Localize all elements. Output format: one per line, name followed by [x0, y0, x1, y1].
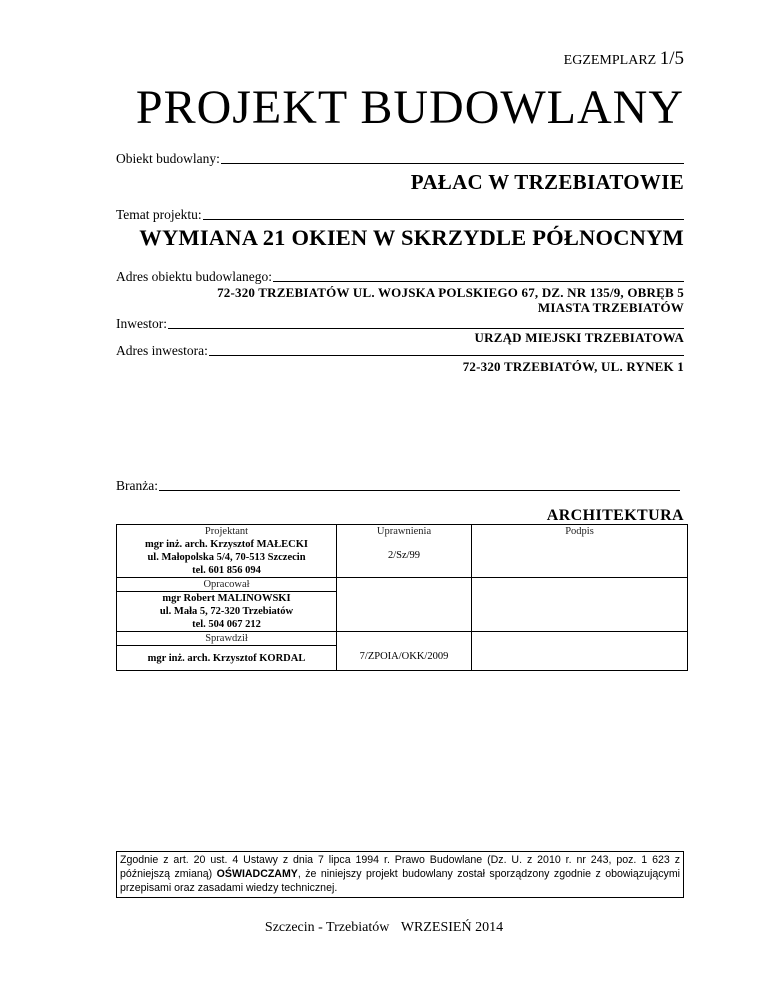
- legal-declare: OŚWIADCZAMY: [216, 868, 298, 880]
- topic-value: WYMIANA 21 OKIEN W SKRZYDLE PÓŁNOCNYM: [139, 225, 684, 250]
- object-field: [116, 151, 684, 167]
- investor-address-field: [116, 343, 684, 359]
- permissions-cell: [337, 525, 472, 578]
- investor-address-underline: [209, 354, 684, 356]
- table-row: [117, 578, 688, 632]
- signature-table: [116, 524, 688, 671]
- prepared-phone: tel. 504 067 212: [192, 619, 261, 630]
- copy-number: [564, 48, 684, 70]
- legal-text-before: Zgodnie z art. 20 ust. 4 Ustawy z dnia 7 lipca 1994 r. Prawo Budowlane (Dz. U. z 2010 r. nr 243, poz. 1 623 z późniejszą zmianą): [120, 854, 680, 880]
- footer-date: WRZESIEŃ 2014: [400, 920, 504, 935]
- checked-permission-cell: [337, 632, 472, 671]
- designer-permission: 2/Sz/99: [387, 550, 421, 561]
- signature-header: Podpis: [565, 526, 594, 537]
- address-underline: [273, 280, 684, 282]
- page-title: PROJEKT BUDOWLANY: [135, 81, 684, 134]
- designer-cell: [117, 525, 337, 578]
- investor-label: Inwestor:: [116, 316, 167, 331]
- object-label: Obiekt budowlany:: [116, 151, 220, 166]
- investor-value: URZĄD MIEJSKI TRZEBIATOWA: [474, 330, 684, 345]
- topic-label: Temat projektu:: [116, 207, 202, 222]
- branch-value: ARCHITEKTURA: [546, 507, 684, 524]
- signature-cell: [472, 525, 688, 578]
- checked-signature-cell: [472, 632, 688, 671]
- prepared-signature-cell: [472, 578, 688, 632]
- permissions-header: Uprawnienia: [376, 526, 432, 537]
- prepared-cell: [117, 578, 337, 632]
- designer-name: mgr inż. arch. Krzysztof MAŁECKI: [145, 539, 308, 550]
- object-underline: [221, 162, 684, 164]
- legal-declaration: [116, 851, 684, 898]
- object-value: PAŁAC W TRZEBIATOWIE: [410, 170, 684, 194]
- branch-field: [116, 478, 680, 494]
- copy-number-value: 1/5: [659, 48, 684, 69]
- topic-field: [116, 207, 684, 223]
- address-line1: 72-320 TRZEBIATÓW UL. WOJSKA POLSKIEGO 67, DZ. NR 135/9, OBRĘB 5: [217, 285, 684, 300]
- prepared-name: mgr Robert MALINOWSKI: [162, 593, 291, 604]
- footer-place: Szczecin - Trzebiatów: [264, 920, 390, 935]
- designer-address: ul. Małopolska 5/4, 70-513 Szczecin: [147, 552, 306, 563]
- legal-text-after: , że niniejszy projekt budowlany został sporządzony zgodnie z obowiązującymi przepisami oraz zasadami wiedzy technicznej.: [120, 868, 681, 894]
- checked-cell: [117, 632, 337, 671]
- footer: [0, 920, 768, 936]
- checked-permission: 7/ZPOIA/OKK/2009: [359, 650, 449, 662]
- investor-underline: [168, 327, 684, 329]
- address-label: Adres obiektu budowlanego:: [116, 269, 272, 284]
- prepared-role: Opracował: [117, 578, 336, 592]
- checked-name: mgr inż. arch. Krzysztof KORDAL: [147, 653, 306, 664]
- prepared-permission-cell: [337, 578, 472, 632]
- branch-underline: [159, 489, 680, 491]
- investor-address-value: 72-320 TRZEBIATÓW, UL. RYNEK 1: [462, 359, 684, 374]
- designer-phone: tel. 601 856 094: [192, 565, 261, 576]
- table-row: [117, 525, 688, 578]
- checked-role: Sprawdził: [117, 632, 336, 646]
- table-row: [117, 632, 688, 671]
- topic-underline: [203, 218, 684, 220]
- designer-role: Projektant: [204, 526, 249, 537]
- branch-label: Branża:: [116, 478, 158, 493]
- prepared-address: ul. Mała 5, 72-320 Trzebiatów: [159, 606, 294, 617]
- copy-label: EGZEMPLARZ: [563, 53, 657, 68]
- address-line2: MIASTA TRZEBIATÓW: [537, 300, 684, 315]
- address-field: [116, 269, 684, 285]
- investor-address-label: Adres inwestora:: [116, 343, 208, 358]
